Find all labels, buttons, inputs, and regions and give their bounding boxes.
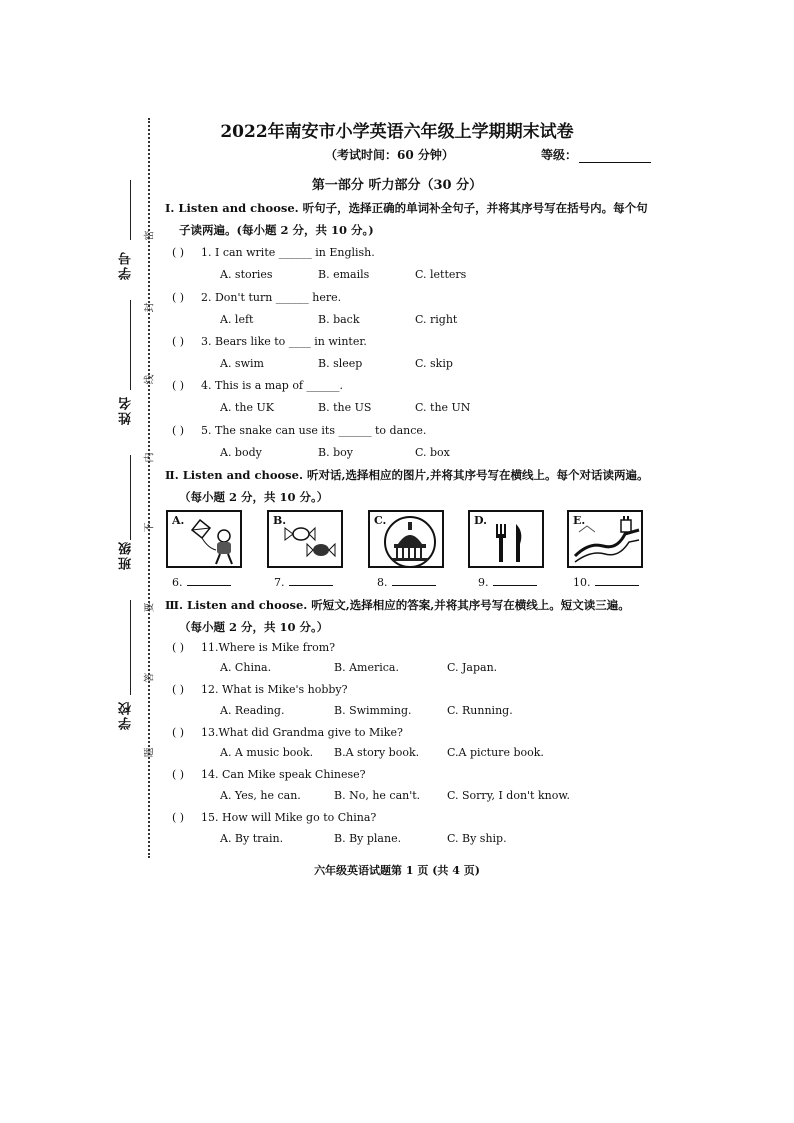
question-text: 11.Where is Mike from?	[201, 641, 336, 654]
option-a: A. stories	[220, 268, 273, 281]
option-a: A. Reading.	[220, 704, 285, 717]
picture-a	[166, 510, 242, 568]
answer-blank-9[interactable]: 9.	[478, 575, 537, 589]
answer-blank-10[interactable]: 10.	[573, 575, 639, 589]
seal-char: 要	[144, 602, 156, 613]
question-text: 4. This is a map of ______.	[201, 379, 344, 392]
answer-blank-6[interactable]: 6.	[172, 575, 231, 589]
option-a: A. body	[220, 446, 262, 459]
answer-paren[interactable]: ( )	[172, 726, 185, 739]
grade-label: 等级：	[541, 148, 578, 162]
section1-heading-line2: 子读两遍。(每小题 2 分，共 10 分。)	[179, 223, 374, 237]
section2-heading-line1: Ⅱ. Listen and choose. 听对话,选择相应的图片,并将其序号写在横线上。每个对话读两遍。	[165, 468, 649, 482]
great-wall-icon	[569, 512, 645, 570]
option-b: B. the US	[318, 401, 372, 414]
option-a: A. A music book.	[220, 746, 314, 759]
class-line	[130, 455, 131, 540]
seal-char: 内	[144, 452, 156, 463]
option-c: C. box	[415, 446, 450, 459]
grade-field[interactable]	[541, 146, 651, 163]
option-c: C. right	[415, 313, 458, 326]
option-b: B. emails	[318, 268, 370, 281]
picture-label: B.	[273, 514, 287, 527]
question-text: 5. The snake can use its ______ to dance.	[201, 424, 427, 437]
answer-paren[interactable]: ( )	[172, 683, 185, 696]
option-c: C. By ship.	[447, 832, 507, 845]
option-c: C. the UN	[415, 401, 471, 414]
answer-blank-7[interactable]: 7.	[274, 575, 333, 589]
option-a: A. swim	[220, 357, 264, 370]
exam-time: （考试时间：60 分钟）	[325, 148, 454, 162]
school-line	[130, 600, 131, 695]
option-b: B. By plane.	[334, 832, 402, 845]
option-a: A. Yes, he can.	[220, 789, 301, 802]
answer-paren[interactable]: ( )	[172, 768, 185, 781]
picture-label: C.	[374, 514, 387, 527]
class-label: 班级	[119, 540, 134, 570]
question-text: 14. Can Mike speak Chinese?	[201, 768, 366, 781]
question-text: 13.What did Grandma give to Mike?	[201, 726, 403, 739]
option-c: C.A picture book.	[447, 746, 544, 759]
answer-paren[interactable]: ( )	[172, 811, 185, 824]
picture-d	[468, 510, 544, 568]
section3-heading-line2: （每小题 2 分，共 10 分。）	[179, 620, 329, 634]
picture-c	[368, 510, 444, 568]
capitol-building-icon	[370, 512, 446, 570]
question-text: 15. How will Mike go to China?	[201, 811, 377, 824]
option-a: A. the UK	[220, 401, 274, 414]
option-b: B. sleep	[318, 357, 363, 370]
option-c: C. letters	[415, 268, 467, 281]
page-footer: 六年级英语试题第 1 页 (共 4 页)	[314, 864, 480, 877]
picture-label: D.	[474, 514, 487, 527]
answer-paren[interactable]: ( )	[172, 246, 185, 259]
option-b: B. back	[318, 313, 360, 326]
option-b: B. Swimming.	[334, 704, 412, 717]
candy-icon	[269, 512, 345, 570]
picture-label: A.	[172, 514, 185, 527]
question-text: 1. I can write ______ in English.	[201, 246, 375, 259]
seal-char: 密	[144, 230, 156, 241]
question-text: 12. What is Mike's hobby?	[201, 683, 348, 696]
option-b: B. America.	[334, 661, 399, 674]
question-text: 3. Bears like to ____ in winter.	[201, 335, 367, 348]
option-b: B. No, he can't.	[334, 789, 421, 802]
school-label: 学校	[119, 700, 134, 730]
answer-paren[interactable]: ( )	[172, 379, 185, 392]
picture-b	[267, 510, 343, 568]
picture-e	[567, 510, 643, 568]
seal-char: 线	[144, 374, 156, 385]
option-a: A. China.	[220, 661, 272, 674]
option-b: B.A story book.	[334, 746, 420, 759]
name-label: 姓名	[119, 395, 134, 425]
fork-knife-icon	[470, 512, 546, 570]
option-c: C. Running.	[447, 704, 513, 717]
answer-blank-8[interactable]: 8.	[377, 575, 436, 589]
answer-paren[interactable]: ( )	[172, 335, 185, 348]
picture-label: E.	[573, 514, 586, 527]
section3-heading-line1: Ⅲ. Listen and choose. 听短文,选择相应的答案,并将其序号写在横线上。短文读三遍。	[165, 598, 630, 612]
exam-title: 2022年南安市小学英语六年级上学期期末试卷	[220, 122, 574, 142]
section1-heading-line1: Ⅰ. Listen and choose. 听句子，选择正确的单词补全句子，并将其序号写在括号内。每个句	[165, 201, 648, 215]
kite-boy-icon	[168, 512, 244, 570]
answer-paren[interactable]: ( )	[172, 641, 185, 654]
answer-paren[interactable]: ( )	[172, 291, 185, 304]
option-c: C. skip	[415, 357, 453, 370]
name-line	[130, 300, 131, 390]
option-c: C. Sorry, I don't know.	[447, 789, 570, 802]
seal-char: 题	[144, 747, 156, 758]
option-a: A. By train.	[220, 832, 284, 845]
option-b: B. boy	[318, 446, 353, 459]
question-text: 2. Don't turn ______ here.	[201, 291, 342, 304]
section2-heading-line2: （每小题 2 分，共 10 分。）	[179, 490, 329, 504]
part1-title: 第一部分 听力部分（30 分）	[311, 178, 483, 193]
student-no-label: 学号	[119, 250, 134, 280]
option-c: C. Japan.	[447, 661, 498, 674]
seal-char: 不	[144, 522, 156, 533]
seal-char: 封	[144, 302, 156, 313]
seal-char: 答	[144, 672, 156, 683]
option-a: A. left	[220, 313, 254, 326]
grade-blank[interactable]	[579, 150, 651, 163]
answer-paren[interactable]: ( )	[172, 424, 185, 437]
